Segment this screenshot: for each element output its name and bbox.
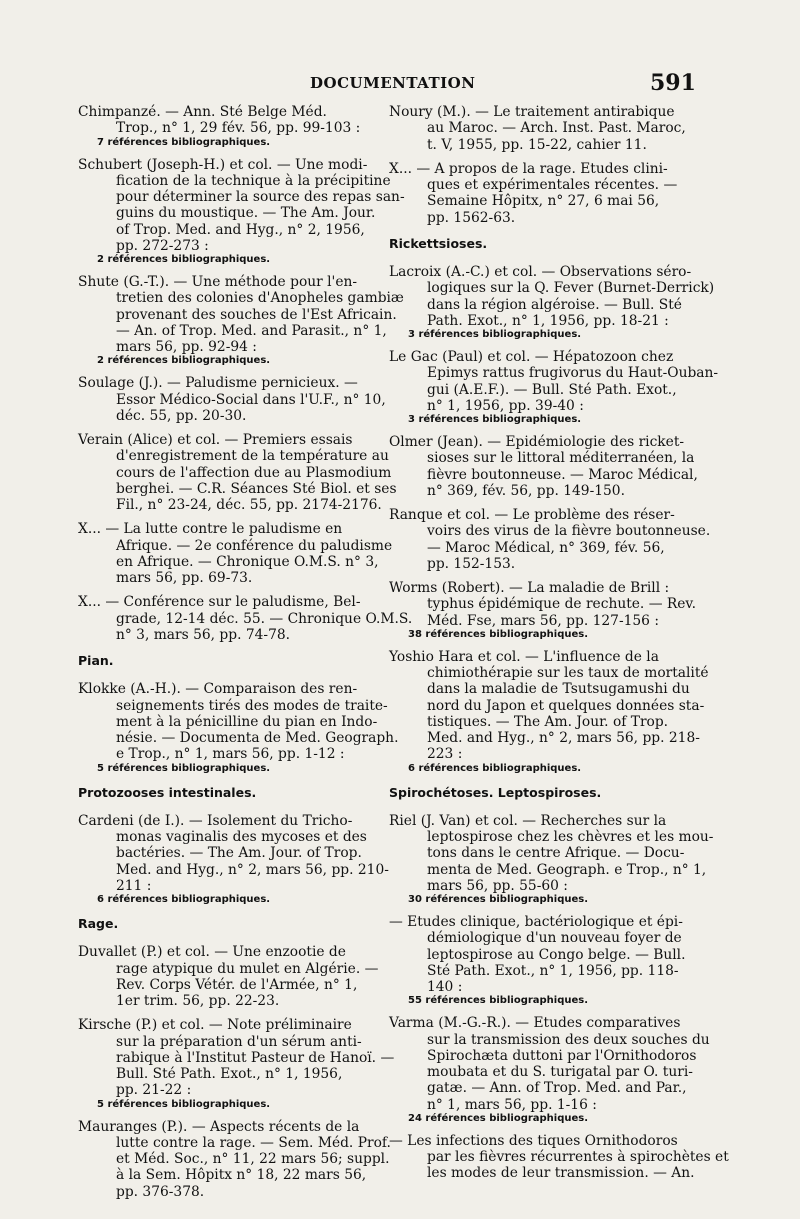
references-count: 6 références bibliographiques.	[97, 894, 271, 905]
references-count: 5 références bibliographiques.	[97, 1098, 271, 1110]
entry-line: Olmer (Jean). — Epidémiologie des ricket-	[389, 434, 685, 450]
bibliography-entry	[389, 649, 745, 775]
entry-line: Duvallet (P.) et col. — Une enzootie de	[78, 944, 346, 961]
entry-line: — Maroc Médical, n° 369, fév. 56,	[427, 539, 665, 556]
references-count: 5 références bibliographiques.	[97, 762, 271, 774]
references-count: 24 références bibliographiques.	[408, 1112, 589, 1124]
entry-line: Ranque et col. — Le problème des réser-	[389, 507, 675, 523]
right-column	[389, 104, 745, 1190]
entry-line: menta de Med. Geograph. e Trop., n° 1,	[427, 861, 707, 878]
entry-line: Sté Path. Exot., n° 1, 1956, pp. 118-	[427, 962, 679, 979]
entry-line: nord du Japon et quelques données sta-	[427, 697, 705, 714]
entry-line: sur la préparation d'un sérum anti-	[116, 1033, 362, 1050]
entry-line: 211 :	[116, 877, 152, 894]
entry-line: sur la transmission des deux souches du	[427, 1031, 710, 1048]
entry-line: fièvre boutonneuse. — Maroc Médical,	[427, 466, 698, 483]
entry-line: logiques sur la Q. Fever (Burnet-Derrick)	[427, 280, 715, 297]
entry-line: Kirsche (P.) et col. — Note préliminaire	[78, 1017, 352, 1034]
entry-line: leptospirose au Congo belge. — Bull.	[427, 946, 686, 963]
entry-line: pp. 272-273 :	[116, 237, 209, 254]
entry-line: — Les infections des tiques Ornithodoros	[389, 1132, 678, 1149]
entry-line: X... — La lutte contre le paludisme en	[78, 521, 343, 538]
entry-line: à la Sem. Hôpitx n° 18, 22 mars 56,	[116, 1167, 367, 1184]
left-column	[78, 104, 420, 1208]
entry-line: bactéries. — The Am. Jour. of Trop.	[116, 845, 362, 862]
entry-line: démiologique d'un nouveau foyer de	[427, 930, 682, 947]
entry-line: n° 1, mars 56, pp. 1-16 :	[427, 1096, 597, 1113]
entry-line: Lacroix (A.-C.) et col. — Observations séro-	[389, 264, 692, 280]
entry-line: pp. 152-153.	[427, 555, 516, 572]
entry-line: ment à la pénicilline du pian en Indo-	[116, 713, 378, 730]
entry-line: t. V, 1955, pp. 15-22, cahier 11.	[427, 136, 647, 153]
section-heading: Rage.	[78, 916, 119, 931]
entry-line: gui (A.E.F.). — Bull. Sté Path. Exot.,	[427, 381, 677, 398]
entry-line: rage atypique du mulet en Algérie. —	[116, 960, 379, 977]
bibliography-entry	[389, 914, 745, 1007]
entry-line: chimiothérapie sur les taux de mortalité	[427, 665, 709, 681]
entry-line: rabique à l'Institut Pasteur de Hanoï. —	[116, 1049, 395, 1066]
bibliography-entry	[389, 580, 745, 641]
entry-line: — Etudes clinique, bactériologique et épi-	[389, 914, 683, 930]
entry-line: nésie. — Documenta de Med. Geograph.	[116, 730, 399, 746]
entry-line: Spirochæta duttoni par l'Ornithodoros	[427, 1047, 697, 1064]
entry-line: guins du moustique. — The Am. Jour.	[116, 205, 376, 222]
entry-line: 1er trim. 56, pp. 22-23.	[116, 993, 280, 1009]
section-heading: Rickettsioses.	[389, 235, 488, 251]
bibliography-entry	[389, 507, 745, 572]
entry-line: Semaine Hôpitx, n° 27, 6 mai 56,	[427, 193, 660, 210]
entry-line: X... — A propos de la rage. Etudes clini-	[389, 160, 668, 177]
bibliography-entry	[78, 681, 420, 774]
entry-line: leptospirose chez les chèvres et les mou-	[427, 829, 714, 845]
references-count: 38 références bibliographiques.	[408, 628, 589, 640]
entry-line: — An. of Trop. Med. and Parasit., n° 1,	[116, 322, 387, 339]
entry-line: Essor Médico-Social dans l'U.F., n° 10,	[116, 391, 386, 408]
entry-line: déc. 55, pp. 20-30.	[116, 407, 247, 424]
references-count: 30 références bibliographiques.	[408, 894, 589, 905]
entry-line: mars 56, pp. 55-60 :	[427, 877, 568, 894]
entry-line: par les fièvres récurrentes à spirochètes et	[427, 1149, 729, 1165]
entry-line: ques et expérimentales récentes. —	[427, 177, 678, 193]
entry-line: tons dans le centre Afrique. — Docu-	[427, 845, 685, 862]
entry-line: Chimpanzé. — Ann. Sté Belge Méd.	[78, 104, 327, 120]
bibliography-entry	[389, 161, 745, 226]
entry-line: pp. 1562-63.	[427, 209, 516, 226]
page-header	[0, 70, 800, 100]
bibliography-entry	[78, 375, 420, 424]
entry-line: grade, 12-14 déc. 55. — Chronique O.M.S.	[116, 610, 413, 627]
bibliography-entry	[78, 1017, 420, 1110]
entry-line: Epimys rattus frugivorus du Haut-Ouban-	[427, 365, 719, 382]
entry-line: n° 369, fév. 56, pp. 149-150.	[427, 482, 625, 499]
entry-line: Afrique. — 2e conférence du paludisme	[116, 537, 393, 554]
entry-line: e Trop., n° 1, mars 56, pp. 1-12 :	[116, 746, 345, 763]
references-count: 3 références bibliographiques.	[408, 329, 582, 340]
bibliography-entry	[389, 349, 745, 426]
page-number: 591	[650, 70, 696, 96]
bibliography-entry	[78, 432, 420, 513]
bibliography-entry	[78, 521, 420, 586]
entry-line: moubata et du S. turigatal par O. turi-	[427, 1064, 693, 1080]
entry-line: Cardeni (de I.). — Isolement du Tricho-	[78, 812, 353, 829]
entry-line: Bull. Sté Path. Exot., n° 1, 1956,	[116, 1066, 343, 1082]
bibliography-entry	[78, 104, 420, 149]
references-count: 2 références bibliographiques.	[97, 355, 271, 367]
entry-line: tistiques. — The Am. Jour. of Trop.	[427, 713, 669, 730]
entry-line: lutte contre la rage. — Sem. Méd. Prof.	[116, 1134, 391, 1151]
bibliography-entry	[389, 104, 745, 153]
entry-line: Mauranges (P.). — Aspects récents de la	[78, 1118, 360, 1135]
bibliography-entry	[389, 1015, 745, 1125]
entry-line: Rev. Corps Vétér. de l'Armée, n° 1,	[116, 976, 358, 993]
entry-line: Méd. Fse, mars 56, pp. 127-156 :	[427, 612, 659, 629]
entry-line: monas vaginalis des mycoses et des	[116, 829, 367, 845]
entry-line: Riel (J. Van) et col. — Recherches sur la	[389, 812, 667, 829]
entry-line: berghei. — C.R. Séances Sté Biol. et ses	[116, 480, 397, 497]
entry-line: typhus épidémique de rechute. — Rev.	[427, 596, 696, 613]
entry-line: Klokke (A.-H.). — Comparaison des ren-	[78, 681, 358, 698]
entry-line: pour déterminer la source des repas san-	[116, 189, 405, 205]
bibliography-entry	[78, 157, 420, 267]
entry-line: Schubert (Joseph-H.) et col. — Une modi-	[78, 156, 368, 173]
bibliography-entry	[389, 1133, 745, 1182]
section-heading: Spirochétoses. Leptospiroses.	[389, 784, 602, 800]
entry-line: sioses sur le littoral méditerranéen, la	[427, 450, 695, 467]
bibliography-entry	[78, 594, 420, 643]
entry-line: of Trop. Med. and Hyg., n° 2, 1956,	[116, 221, 365, 238]
bibliography-entry	[78, 944, 420, 1009]
entry-line: mars 56, pp. 69-73.	[116, 570, 253, 586]
entry-line: les modes de leur transmission. — An.	[427, 1165, 695, 1182]
entry-line: mars 56, pp. 92-94 :	[116, 339, 257, 355]
entry-line: Noury (M.). — Le traitement antirabique	[389, 104, 675, 120]
entry-line: Med. and Hyg., n° 2, mars 56, pp. 218-	[427, 730, 700, 746]
entry-line: d'enregistrement de la température au	[116, 448, 389, 465]
entry-line: au Maroc. — Arch. Inst. Past. Maroc,	[427, 120, 686, 137]
entry-line: et Méd. Soc., n° 11, 22 mars 56; suppl.	[116, 1151, 390, 1167]
entry-line: Varma (M.-G.-R.). — Etudes comparatives	[389, 1015, 681, 1032]
section-heading: Protozooses intestinales.	[78, 784, 257, 800]
entry-line: Verain (Alice) et col. — Premiers essais	[78, 432, 353, 448]
entry-line: pp. 376-378.	[116, 1183, 205, 1200]
entry-line: 140 :	[427, 979, 463, 995]
entry-line: Soulage (J.). — Paludisme pernicieux. —	[78, 375, 358, 392]
entry-line: seignements tirés des modes de traite-	[116, 697, 388, 714]
entry-line: 223 :	[427, 746, 463, 763]
entry-line: Yoshio Hara et col. — L'influence de la	[389, 648, 659, 665]
entry-line: en Afrique. — Chronique O.M.S. n° 3,	[116, 553, 379, 570]
references-count: 55 références bibliographiques.	[408, 995, 589, 1007]
bibliography-entry	[78, 1119, 420, 1200]
references-count: 3 références bibliographiques.	[408, 414, 582, 425]
references-count: 6 références bibliographiques.	[408, 762, 582, 774]
entry-line: Path. Exot., n° 1, 1956, pp. 18-21 :	[427, 312, 669, 329]
entry-line: gatæ. — Ann. of Trop. Med. and Par.,	[427, 1080, 687, 1097]
entry-line: n° 1, 1956, pp. 39-40 :	[427, 397, 584, 414]
section-heading: Pian.	[78, 653, 114, 668]
entry-line: voirs des virus de la fièvre boutonneuse.	[427, 523, 711, 540]
entry-line: fication de la technique à la précipitine	[116, 172, 391, 189]
entry-line: Trop., n° 1, 29 fév. 56, pp. 99-103 :	[116, 120, 361, 137]
running-title: DOCUMENTATION	[310, 74, 476, 92]
entry-line: X... — Conférence sur le paludisme, Bel-	[78, 594, 361, 611]
entry-line: Worms (Robert). — La maladie de Brill :	[389, 580, 670, 596]
references-count: 2 références bibliographiques.	[97, 254, 271, 265]
entry-line: n° 3, mars 56, pp. 74-78.	[116, 626, 291, 643]
bibliography-entry	[389, 264, 745, 341]
entry-line: provenant des souches de l'Est Africain.	[116, 306, 397, 323]
entry-line: cours de l'affection due au Plasmodium	[116, 464, 392, 481]
entry-line: Fil., n° 23-24, déc. 55, pp. 2174-2176.	[116, 497, 382, 513]
references-count: 7 références bibliographiques.	[97, 136, 271, 148]
entry-line: Med. and Hyg., n° 2, mars 56, pp. 210-	[116, 861, 389, 878]
entry-line: dans la région algéroise. — Bull. Sté	[427, 296, 682, 313]
bibliography-entry	[78, 813, 420, 906]
entry-line: Le Gac (Paul) et col. — Hépatozoon chez	[389, 349, 674, 365]
bibliography-entry	[389, 813, 745, 906]
entry-line: pp. 21-22 :	[116, 1082, 192, 1099]
entry-line: dans la maladie de Tsutsugamushi du	[427, 681, 690, 698]
entry-line: Shute (G.-T.). — Une méthode pour l'en-	[78, 274, 358, 290]
bibliography-entry	[78, 274, 420, 367]
bibliography-entry	[389, 434, 745, 499]
entry-line: tretien des colonies d'Anopheles gambiæ	[116, 290, 404, 307]
